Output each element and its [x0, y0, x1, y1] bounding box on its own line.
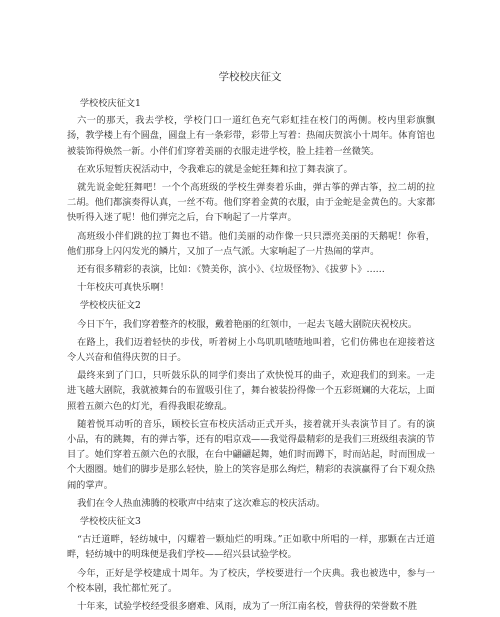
paragraph: 六一的那天，我去学校，学校门口一道红色充气彩虹挂在校门的两侧。校内里彩旗飘扬，教学楼上有个圆盘，圆盘上有一条彩带，彩带上写着：热闹庆贺滨小十周年。体育馆也被装饰得焕然一新。小伴们们穿着美丽的衣服走进学校，脸上挂着一丝微笑。	[67, 115, 435, 157]
paragraph: 今日下午，我们穿着整齐的校服，戴着艳丽的红领巾，一起去飞越大剧院庆祝校庆。	[77, 318, 418, 330]
section-heading: 学校校庆征文1	[79, 98, 141, 109]
paragraph: 随着悦耳动听的音乐，顾校长宣布校庆活动正式开头，接着就开头表演节目了。有的演小品，有的跳舞，有的弹古筝，还有的唱京戏——我觉得最精彩的是我们三班级组表演的节目了。她们穿着五颜六色的衣服，在台中翩翩起舞，她们时而蹲下，时而站起，时而围成一个大圈圈。她们的脚步是那么轻快，脸上的笑容是那么绚烂，精彩的表演赢得了台下观众热闹的掌声。	[67, 418, 435, 491]
paragraph: 在路上，我们迈着轻快的步伐，听着树上小鸟叽叽喳喳地叫着，它们仿佛也在迎接着这令人兴奋和值得庆贺的日子。	[67, 336, 435, 364]
essay-section	[67, 514, 435, 614]
paragraph: 十年校庆可真快乐啊！	[77, 282, 169, 294]
paragraph: 今年，正好是学校建成十周年。为了校庆，学校要进行一个庆典。我也被选中，参与一个校本剧，我忙都忙死了。	[67, 567, 435, 594]
section-heading: 学校校庆征文3	[79, 516, 141, 528]
paragraph: 我们在令人热血沸腾的校歌声中结束了这次难忘的校庆活动。	[77, 497, 326, 509]
essay-section	[67, 96, 435, 295]
paragraph: 还有很多精彩的表演，比如：《赞美你，滨小》、《垃圾怪物》、《拔萝卜》……	[77, 264, 385, 276]
document-title: 学校校庆征文	[218, 71, 282, 83]
paragraph: 十年来，试验学校经受很多磨难、风雨，成为了一所江南名校，曾获得的荣誉数不胜	[77, 601, 418, 613]
paragraph: 在欢乐短暂庆祝活动中，令我难忘的就是金蛇狂舞和拉丁舞表演了。	[77, 163, 353, 175]
paragraph: 最终来到了门口，只听鼓乐队的同学们奏出了欢快悦耳的曲子，欢迎我们的到来。一走进飞越大剧院，我就被舞台的布置吸引住了，舞台被装扮得像一个五彩斑斓的大花坛，上面照着五颜六色的灯光，看得我眼花缭乱。	[67, 370, 435, 412]
paragraph: 就先说金蛇狂舞吧！一个个高班级的学校生弹奏着乐曲，弹古筝的弹古筝，拉二胡的拉二胡。他们都演奏得认真，一丝不苟。他们穿着金黄的衣服，由于金蛇是金黄色的。大家都快听得入迷了呢！他们弹完之后，台下响起了一片掌声。	[67, 182, 435, 224]
paragraph: “古迁道畔，轻纺城中，闪耀着一颗灿烂的明珠。”正如歌中所唱的一样，那颗在古迁道畔，轻纺城中的明珠便是我们学校——绍兴县试验学校。	[67, 534, 435, 561]
paragraph: 高班级小伴们跳的拉丁舞也不错。他们美丽的动作像一只只漂亮美丽的天鹅呢！你看，他们那身上闪闪发光的鳞片，又加了一点气派。大家响起了一片热闹的掌声。	[67, 230, 435, 257]
document-body	[67, 96, 435, 617]
essay-section	[67, 298, 435, 511]
section-heading: 学校校庆征文2	[79, 300, 141, 312]
